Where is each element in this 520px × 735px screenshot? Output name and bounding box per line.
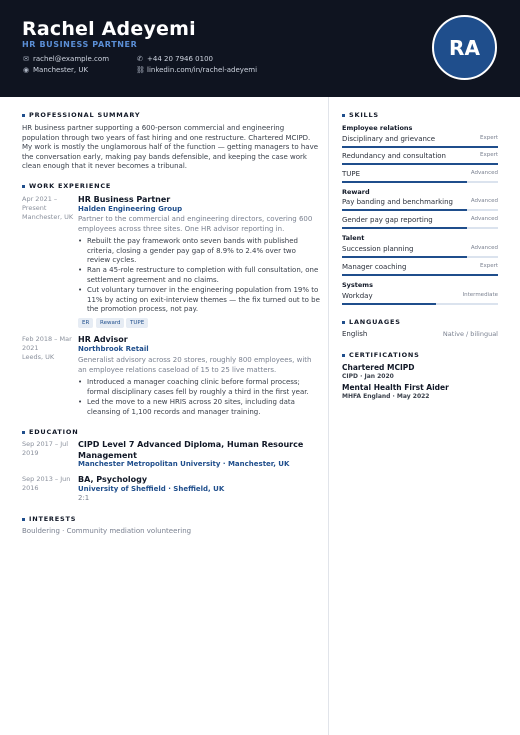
experience-heading <box>22 182 111 190</box>
skill-bar-fill <box>342 181 467 183</box>
skill-bar <box>342 163 498 165</box>
skill-level: Expert <box>479 152 498 158</box>
certifications-heading <box>342 351 420 359</box>
interests-heading <box>22 515 76 523</box>
skill-bar-fill <box>342 209 467 211</box>
location-text: Manchester, UK <box>33 66 89 74</box>
skills-heading <box>342 111 379 119</box>
skill-bar-fill <box>342 146 498 148</box>
skill-name: Disciplinary and grievance <box>342 135 436 143</box>
job-location: Leeds, UK <box>22 353 55 361</box>
certification-name: Mental Health First Aider <box>342 383 449 392</box>
column-divider <box>328 97 329 735</box>
job-date: Feb 2018 – Mar 2021 Leeds, UK <box>22 335 77 362</box>
job-bullet: • Led the move to a new HRIS across 20 sites, including data cleansing of 1,100 records and manager training. <box>78 398 324 417</box>
candidate-name: Rachel Adeyemi <box>22 18 196 40</box>
avatar-initials: RA <box>432 15 497 80</box>
skill-bar <box>342 146 498 148</box>
skill-bar <box>342 303 498 305</box>
education-school: Manchester Metropolitan University · Manchester, UK <box>78 460 290 468</box>
skill-bar <box>342 274 498 276</box>
job-org: Northbrook Retail <box>78 345 149 353</box>
certification-meta: MHFA England · May 2022 <box>342 393 430 400</box>
job-title: HR BUSINESS PARTNER <box>22 40 138 49</box>
skill-level: Intermediate <box>462 292 498 298</box>
skill-name: Workday <box>342 292 373 300</box>
section-square-icon <box>22 185 25 188</box>
skill-level: Expert <box>479 263 498 269</box>
skill-level: Expert <box>479 135 498 141</box>
certification-name: Chartered MCIPD <box>342 363 415 372</box>
summary-line: population through two years of fast hiring and one restructure. Chartered MCIPD. <box>22 133 311 142</box>
phone-text: +44 20 7946 0100 <box>147 55 213 63</box>
contact-linkedin[interactable] <box>136 66 257 74</box>
location-pin-icon: ◉ <box>22 66 30 74</box>
skill-name: Redundancy and consultation <box>342 152 446 160</box>
experience-heading-text: WORK EXPERIENCE <box>29 182 112 190</box>
languages-heading <box>342 318 401 326</box>
job-role: HR Advisor <box>78 335 128 344</box>
job-bullet: • Rebuilt the pay framework onto seven bands with published criteria, closing a gender pay gap of 8.9% to 2.4% over two review cycles. <box>78 237 324 266</box>
skill-tag: Reward <box>96 318 124 328</box>
job-bullet: • Introduced a manager coaching clinic before formal process; formal disciplinary cases fell by roughly a third in the first year. <box>78 378 324 397</box>
skill-tag: ER <box>78 318 93 328</box>
education-degree: CIPD Level 7 Advanced Diploma, Human Resource Management <box>78 440 304 460</box>
email-text: rachel@example.com <box>33 55 110 63</box>
skills-heading-text: SKILLS <box>349 111 379 119</box>
education-heading-text: EDUCATION <box>29 428 79 436</box>
interests-heading-text: INTERESTS <box>29 515 77 523</box>
job-role: HR Business Partner <box>78 195 171 204</box>
section-square-icon <box>342 114 345 117</box>
interests-text: Bouldering · Community mediation volunteering <box>22 527 192 535</box>
skill-level: Advanced <box>470 198 498 204</box>
skill-bar <box>342 209 498 211</box>
job-bullet: • Cut voluntary turnover in the engineering population from 19% to 11% by acting on exit-interview themes — the fix turned out to be the promotion process, not pay. <box>78 286 324 315</box>
skill-bar-fill <box>342 274 498 276</box>
skill-name: Pay banding and benchmarking <box>342 198 453 206</box>
language-name: English <box>342 330 368 338</box>
summary-line: My work is mostly the unglamorous half of the function — getting managers to have <box>22 143 319 152</box>
link-icon: ⛓ <box>136 66 145 74</box>
skill-level: Advanced <box>470 245 498 251</box>
section-square-icon <box>22 431 25 434</box>
skill-level: Advanced <box>470 216 498 222</box>
job-date: Apr 2021 – Present Manchester, UK <box>22 195 77 222</box>
skill-group-title: Employee relations <box>342 124 413 132</box>
job-location: Manchester, UK <box>22 213 74 221</box>
contact-location <box>22 66 88 74</box>
job-bullet: • Ran a 45-role restructure to completion with full consultation, one settlement agreement and no claims. <box>78 266 324 285</box>
contact-email[interactable] <box>22 55 109 63</box>
languages-heading-text: LANGUAGES <box>349 318 401 326</box>
skill-name: Gender pay gap reporting <box>342 216 433 224</box>
linkedin-text: linkedin.com/in/rachel-adeyemi <box>147 66 258 74</box>
summary-line: HR business partner supporting a 600-person commercial and engineering <box>22 124 285 132</box>
skill-name: TUPE <box>342 170 361 178</box>
summary-heading <box>22 111 140 119</box>
skill-group-title: Reward <box>342 188 370 196</box>
section-square-icon <box>342 354 345 357</box>
summary-text <box>22 124 322 172</box>
summary-line: the conversation early, making pay bands defensible, and keeping the case work <box>22 152 307 161</box>
job-description: Partner to the commercial and engineering directors, covering 600 employees across three sites. One HR advisor reporting in. <box>78 215 313 233</box>
skill-bar-fill <box>342 256 467 258</box>
skill-bar <box>342 256 498 258</box>
language-level: Native / bilingual <box>442 330 498 338</box>
skill-group-title: Talent <box>342 234 365 242</box>
summary-line: clean enough that it never becomes a tribunal. <box>22 162 188 171</box>
contact-phone[interactable] <box>136 55 213 63</box>
certification-meta: CIPD · Jan 2020 <box>342 373 394 380</box>
certifications-heading-text: CERTIFICATIONS <box>349 351 420 359</box>
skill-bar-fill <box>342 303 436 305</box>
skill-bar-fill <box>342 163 498 165</box>
section-square-icon <box>342 321 345 324</box>
resume-header <box>0 0 520 97</box>
education-heading <box>22 428 78 436</box>
mail-icon: ✉ <box>23 55 29 63</box>
skill-bar-fill <box>342 227 467 229</box>
section-square-icon <box>22 518 25 521</box>
job-org: Halden Engineering Group <box>78 205 183 213</box>
education-degree: BA, Psychology <box>78 475 148 484</box>
skill-name: Manager coaching <box>342 263 407 271</box>
skill-group-title: Systems <box>342 281 373 289</box>
skill-tag: TUPE <box>126 318 148 328</box>
phone-icon: ✆ <box>137 55 143 63</box>
section-square-icon <box>22 114 25 117</box>
skill-level: Advanced <box>470 170 498 176</box>
job-description: Generalist advisory across 20 stores, roughly 800 employees, with an employee relations caseload of 15 to 25 live matters. <box>78 356 312 374</box>
summary-heading-text: PROFESSIONAL SUMMARY <box>29 111 141 119</box>
skill-bar <box>342 181 498 183</box>
skill-name: Succession planning <box>342 245 414 253</box>
education-school: University of Sheffield · Sheffield, UK <box>78 485 225 493</box>
skill-bar <box>342 227 498 229</box>
education-date: Sep 2013 – Jun 2016 <box>22 475 71 492</box>
education-date: Sep 2017 – Jul 2019 <box>22 440 69 457</box>
education-grade: 2:1 <box>78 494 90 502</box>
